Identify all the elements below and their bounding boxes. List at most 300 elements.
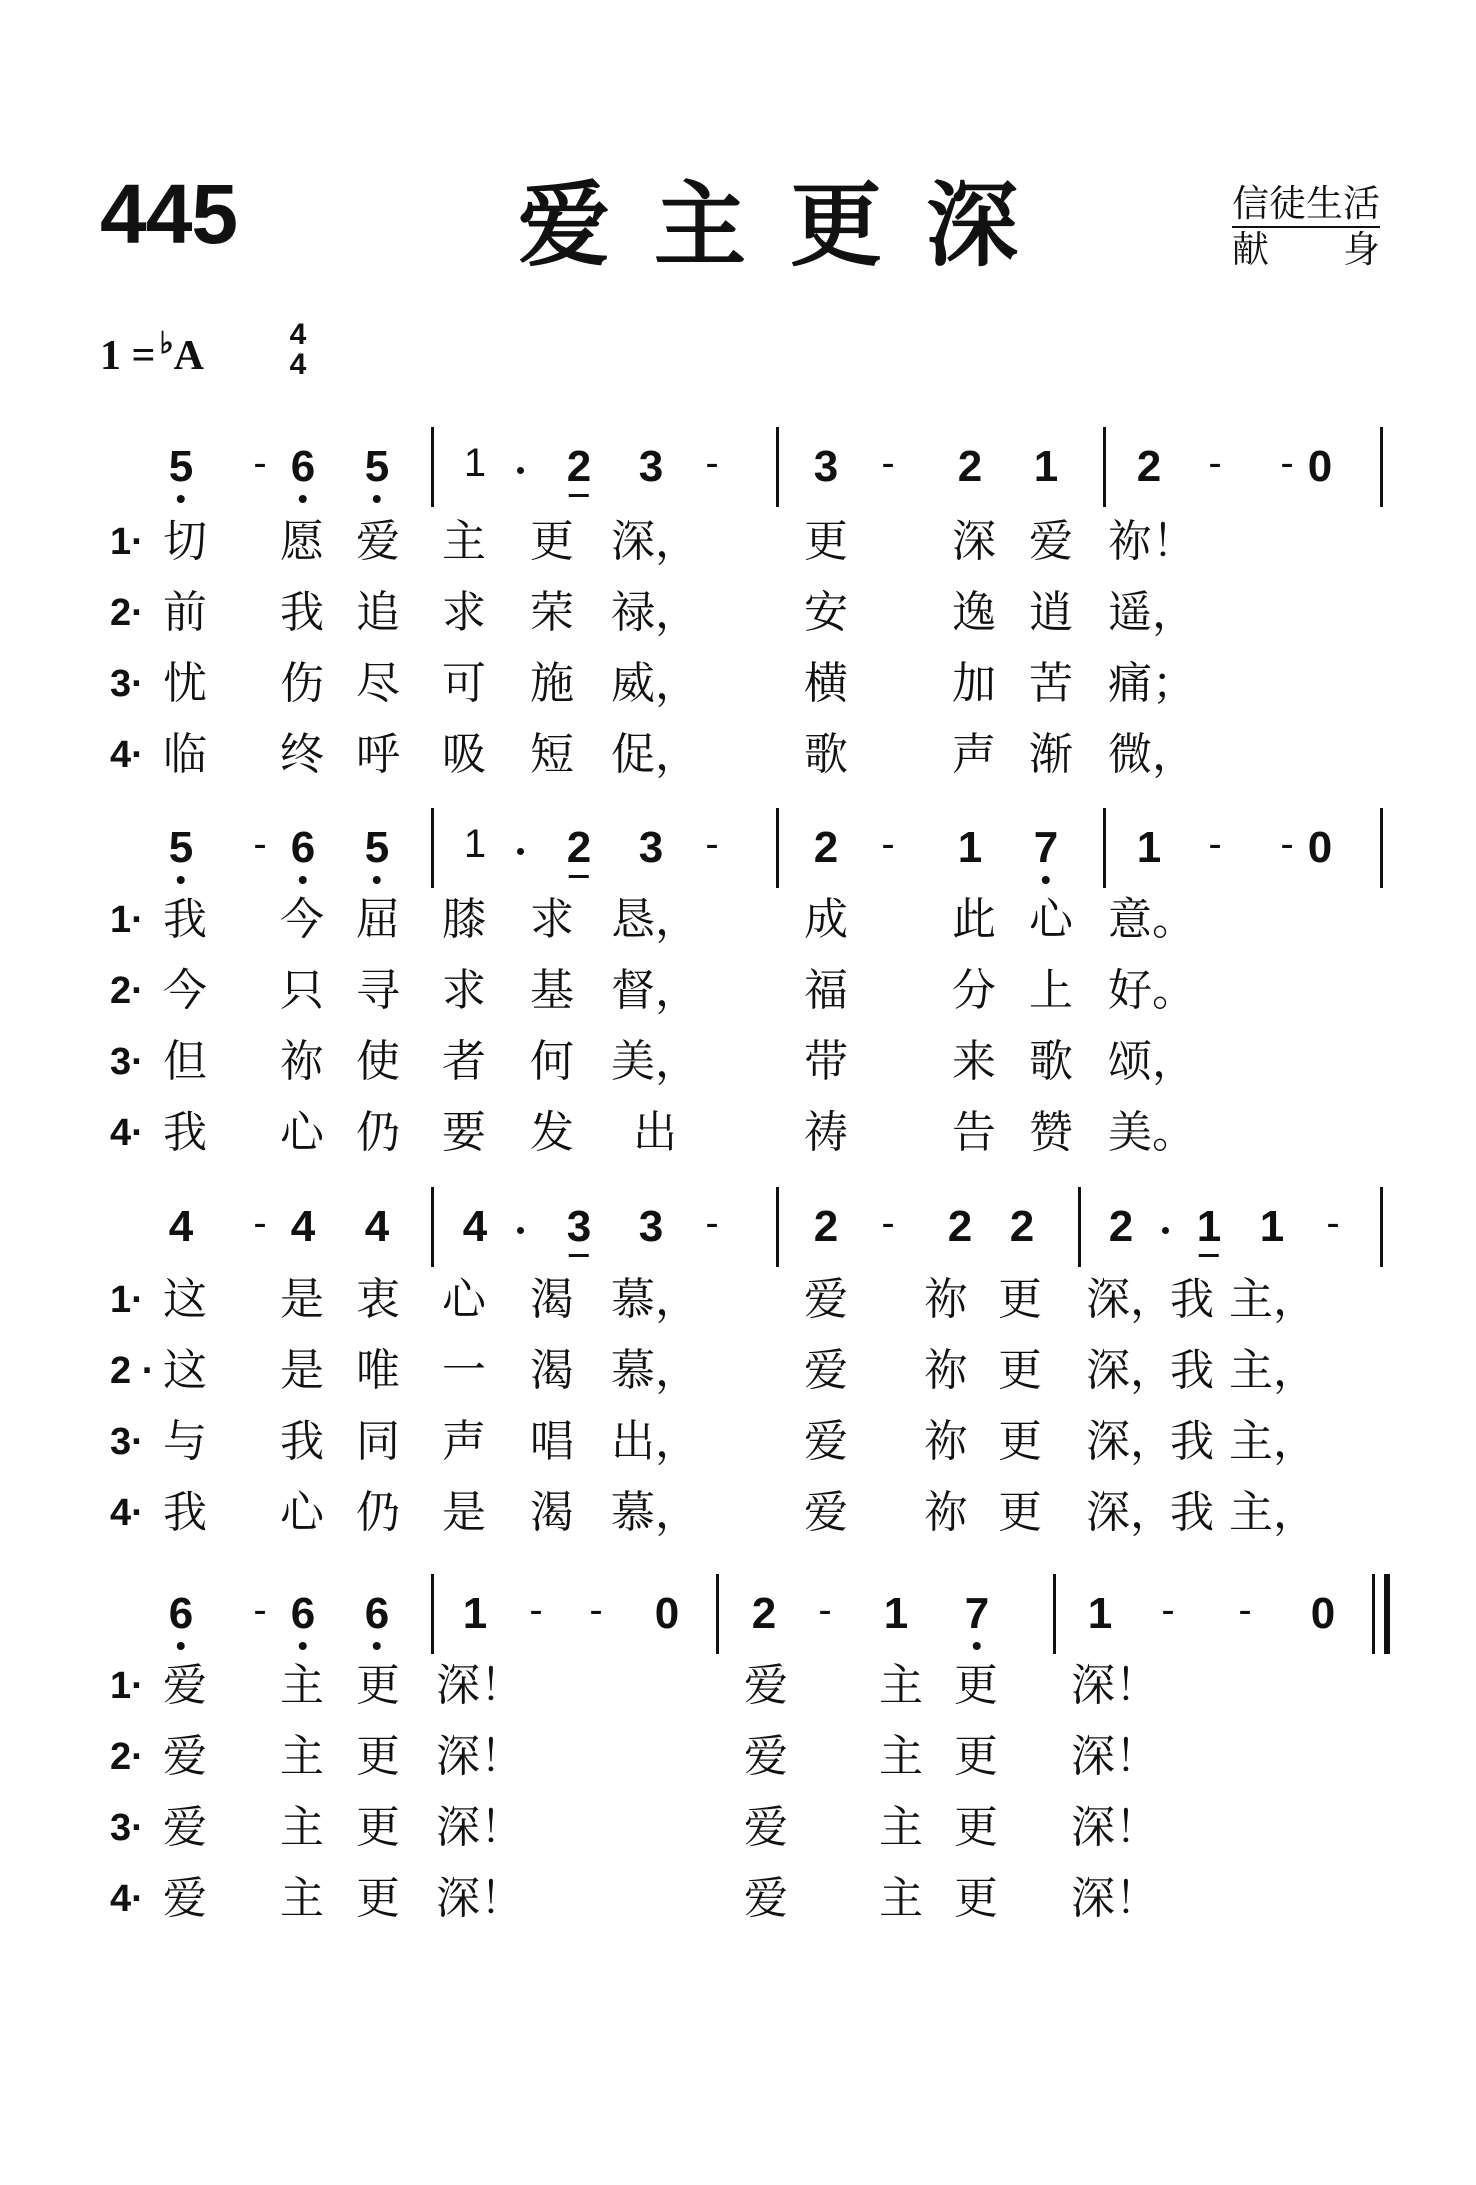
verse-number: 2 · bbox=[110, 1350, 155, 1392]
lyric-char: 基 bbox=[530, 965, 574, 1016]
underline-mark bbox=[569, 1254, 589, 1257]
lyric-char: 追 bbox=[356, 587, 400, 638]
lyric-char: 上 bbox=[1029, 965, 1073, 1016]
lyric-char: 促， bbox=[611, 729, 699, 780]
note bbox=[290, 1589, 316, 1638]
dash-mark: - bbox=[253, 441, 267, 485]
note bbox=[290, 1202, 316, 1251]
dash-mark: - bbox=[1280, 822, 1294, 866]
lyric-char: 荣 bbox=[530, 587, 574, 638]
note bbox=[1087, 1589, 1113, 1638]
lyric-char: 祢 bbox=[924, 1274, 968, 1325]
lyric-char: 爱 bbox=[804, 1345, 848, 1396]
note-digit: 2 bbox=[751, 1589, 777, 1638]
bar-line bbox=[1103, 808, 1106, 888]
lyric-char: 爱 bbox=[744, 1731, 788, 1782]
note-digit: 3 bbox=[638, 823, 664, 872]
lyric-char: 深！ bbox=[1071, 1731, 1159, 1782]
note-digit: 3 bbox=[638, 442, 664, 491]
lyric-char: 今 bbox=[163, 965, 207, 1016]
lyric-char: 爱 bbox=[744, 1660, 788, 1711]
lyric-char: 膝 bbox=[442, 894, 486, 945]
bar-line bbox=[1380, 1187, 1383, 1267]
lyric-char: 但 bbox=[163, 1036, 207, 1087]
lyric-char: 心 bbox=[280, 1107, 324, 1158]
lyric-char: 这 bbox=[163, 1274, 207, 1325]
lyric-char: 加 bbox=[952, 658, 996, 709]
lyric-char: 渴 bbox=[530, 1487, 574, 1538]
note-digit: 7 bbox=[964, 1589, 990, 1638]
final-bar-line bbox=[1384, 1574, 1390, 1654]
note-digit: 6 bbox=[168, 1589, 194, 1638]
lyric-char: 可 bbox=[442, 658, 486, 709]
lyric-char: 发 bbox=[530, 1107, 574, 1158]
lyric-char: 主 bbox=[280, 1802, 324, 1853]
lyric-char: 忧 bbox=[163, 658, 207, 709]
lyric-char: 深！ bbox=[436, 1873, 524, 1924]
note bbox=[566, 442, 592, 491]
lyric-char: 深！ bbox=[1071, 1873, 1159, 1924]
bar-line bbox=[776, 808, 779, 888]
lyric-char: 福 bbox=[804, 965, 848, 1016]
lyric-char: 我 bbox=[1170, 1416, 1214, 1467]
lyric-char: 前 bbox=[163, 587, 207, 638]
note bbox=[957, 823, 983, 872]
lyric-char: 更 bbox=[356, 1660, 400, 1711]
lyric-char: 渴 bbox=[530, 1274, 574, 1325]
note bbox=[168, 1202, 194, 1251]
lyric-char: 深， bbox=[1086, 1487, 1174, 1538]
lyric-char: 我 bbox=[280, 587, 324, 638]
lyric-char: 施 bbox=[530, 658, 574, 709]
dash-mark: - bbox=[881, 822, 895, 866]
note bbox=[364, 442, 390, 491]
lyric-char: 深！ bbox=[436, 1731, 524, 1782]
lyric-char: 深！ bbox=[436, 1660, 524, 1711]
lyric-char: 更 bbox=[954, 1873, 998, 1924]
low-octave-dot bbox=[373, 1642, 381, 1650]
lyric-char: 祷 bbox=[804, 1107, 848, 1158]
lyric-char: 意。 bbox=[1108, 894, 1196, 945]
note bbox=[1196, 1202, 1222, 1251]
note bbox=[1033, 823, 1059, 872]
lyric-char: 深， bbox=[611, 516, 699, 567]
note-digit: 6 bbox=[290, 1589, 316, 1638]
lyric-char: 更 bbox=[954, 1802, 998, 1853]
lyric-char: 渴 bbox=[530, 1345, 574, 1396]
lyric-char: 爱 bbox=[744, 1802, 788, 1853]
low-octave-dot bbox=[373, 495, 381, 503]
note-digit: 6 bbox=[290, 442, 316, 491]
lyric-char: 爱 bbox=[1029, 516, 1073, 567]
bar-line bbox=[1380, 808, 1383, 888]
key-signature bbox=[100, 327, 204, 379]
key-prefix: 1 = bbox=[100, 333, 156, 379]
note bbox=[751, 1589, 777, 1638]
note-digit: 2 bbox=[566, 823, 592, 872]
lyric-char: 爱 bbox=[804, 1487, 848, 1538]
lyric-char: 求 bbox=[442, 965, 486, 1016]
note-digit: 0 bbox=[1307, 823, 1333, 872]
note-digit: 1 bbox=[1196, 1202, 1222, 1251]
lyric-char: 更 bbox=[998, 1345, 1042, 1396]
lyric-char: 赞 bbox=[1029, 1107, 1073, 1158]
note-digit: 7 bbox=[1033, 823, 1059, 872]
dash-mark: 1 bbox=[463, 441, 487, 485]
note bbox=[364, 823, 390, 872]
lyric-char: 歌 bbox=[804, 729, 848, 780]
note bbox=[1259, 1202, 1285, 1251]
note bbox=[964, 1589, 990, 1638]
lyric-char: 深！ bbox=[1071, 1660, 1159, 1711]
hymn-title: 爱主更深 bbox=[518, 172, 1063, 279]
bar-line bbox=[1053, 1574, 1056, 1654]
lyric-char: 更 bbox=[954, 1660, 998, 1711]
lyric-char: 主， bbox=[1229, 1416, 1317, 1467]
lyric-char: 主 bbox=[879, 1660, 923, 1711]
lyric-char: 切 bbox=[163, 516, 207, 567]
note-digit: 0 bbox=[654, 1589, 680, 1638]
low-octave-dot bbox=[973, 1642, 981, 1650]
verse-number: 4· bbox=[110, 734, 144, 776]
note bbox=[638, 823, 664, 872]
note bbox=[364, 1589, 390, 1638]
lyric-char: 终 bbox=[280, 729, 324, 780]
verse-number: 4· bbox=[110, 1878, 144, 1920]
dash-mark: - bbox=[1326, 1201, 1340, 1245]
note-digit: 1 bbox=[883, 1589, 909, 1638]
lyric-char: 是 bbox=[442, 1487, 486, 1538]
lyric-char: 逍 bbox=[1029, 587, 1073, 638]
lyric-char: 深， bbox=[1086, 1274, 1174, 1325]
lyric-char: 爱 bbox=[804, 1416, 848, 1467]
dash-mark: - bbox=[529, 1588, 543, 1632]
lyric-char: 爱 bbox=[356, 516, 400, 567]
lyric-char: 者 bbox=[442, 1036, 486, 1087]
low-octave-dot bbox=[177, 876, 185, 884]
lyric-char: 主 bbox=[879, 1731, 923, 1782]
bar-line bbox=[716, 1574, 719, 1654]
note bbox=[1108, 1202, 1134, 1251]
augmentation-dot bbox=[1162, 1227, 1169, 1234]
note-digit: 2 bbox=[566, 442, 592, 491]
bar-line bbox=[776, 1187, 779, 1267]
note bbox=[1310, 1589, 1336, 1638]
note bbox=[364, 1202, 390, 1251]
lyric-char: 一 bbox=[442, 1345, 486, 1396]
augmentation-dot bbox=[517, 1227, 524, 1234]
lyric-char: 美。 bbox=[1108, 1107, 1196, 1158]
note-digit: 2 bbox=[1009, 1202, 1035, 1251]
lyric-char: 临 bbox=[163, 729, 207, 780]
note-digit: 2 bbox=[957, 442, 983, 491]
lyric-char: 声 bbox=[952, 729, 996, 780]
lyric-char: 只 bbox=[280, 965, 324, 1016]
note-digit: 5 bbox=[168, 442, 194, 491]
dash-mark: - bbox=[1208, 441, 1222, 485]
lyric-char: 带 bbox=[804, 1036, 848, 1087]
lyric-char: 求 bbox=[530, 894, 574, 945]
bar-line bbox=[1078, 1187, 1081, 1267]
flat-icon: ♭ bbox=[159, 327, 174, 360]
verse-number: 1· bbox=[110, 1279, 144, 1321]
low-octave-dot bbox=[299, 1642, 307, 1650]
note-digit: 0 bbox=[1310, 1589, 1336, 1638]
underline-mark bbox=[569, 494, 589, 497]
note-digit: 5 bbox=[168, 823, 194, 872]
dash-mark: - bbox=[589, 1588, 603, 1632]
lyric-char: 与 bbox=[163, 1416, 207, 1467]
subcategory-label bbox=[1232, 228, 1380, 272]
lyric-char: 心 bbox=[280, 1487, 324, 1538]
dash-mark: - bbox=[818, 1588, 832, 1632]
key-note: A bbox=[173, 333, 204, 379]
bar-line bbox=[431, 427, 434, 507]
note bbox=[638, 1202, 664, 1251]
lyric-char: 深， bbox=[1086, 1416, 1174, 1467]
lyric-char: 更 bbox=[804, 516, 848, 567]
verse-number: 2· bbox=[110, 970, 144, 1012]
lyric-char: 更 bbox=[954, 1731, 998, 1782]
verse-number: 3· bbox=[110, 1807, 144, 1849]
note-digit: 1 bbox=[1136, 823, 1162, 872]
verse-number: 3· bbox=[110, 1421, 144, 1463]
bar-line bbox=[431, 1574, 434, 1654]
note-digit: 4 bbox=[364, 1202, 390, 1251]
lyric-char: 吸 bbox=[442, 729, 486, 780]
note bbox=[1307, 823, 1333, 872]
lyric-char: 主 bbox=[879, 1873, 923, 1924]
note bbox=[168, 1589, 194, 1638]
lyric-char: 更 bbox=[356, 1873, 400, 1924]
note bbox=[1307, 442, 1333, 491]
low-octave-dot bbox=[1042, 876, 1050, 884]
bar-line bbox=[776, 427, 779, 507]
lyric-char: 我 bbox=[163, 894, 207, 945]
lyric-char: 爱 bbox=[163, 1731, 207, 1782]
note bbox=[813, 442, 839, 491]
lyric-char: 威， bbox=[611, 658, 699, 709]
lyric-char: 渐 bbox=[1029, 729, 1073, 780]
note-digit: 3 bbox=[638, 1202, 664, 1251]
note-digit: 1 bbox=[1259, 1202, 1285, 1251]
lyric-char: 我 bbox=[163, 1107, 207, 1158]
lyric-char: 主 bbox=[280, 1873, 324, 1924]
verse-number: 4· bbox=[110, 1492, 144, 1534]
lyric-char: 爱 bbox=[163, 1660, 207, 1711]
lyric-char: 是 bbox=[280, 1274, 324, 1325]
note-digit: 1 bbox=[462, 1589, 488, 1638]
dash-mark: - bbox=[881, 1201, 895, 1245]
lyric-char: 这 bbox=[163, 1345, 207, 1396]
note bbox=[1136, 442, 1162, 491]
lyric-char: 祢 bbox=[924, 1345, 968, 1396]
dash-mark: - bbox=[705, 1201, 719, 1245]
lyric-char: 遥， bbox=[1108, 587, 1196, 638]
note-digit: 2 bbox=[947, 1202, 973, 1251]
lyric-char: 祢！ bbox=[1108, 516, 1196, 567]
lyric-char: 唱 bbox=[530, 1416, 574, 1467]
lyric-char: 深， bbox=[1086, 1345, 1174, 1396]
note-digit: 2 bbox=[1108, 1202, 1134, 1251]
note-digit: 1 bbox=[957, 823, 983, 872]
note-digit: 5 bbox=[364, 823, 390, 872]
underline-mark bbox=[1199, 1254, 1219, 1257]
underline-mark bbox=[569, 875, 589, 878]
subcategory-char: 身 bbox=[1343, 228, 1380, 271]
low-octave-dot bbox=[373, 876, 381, 884]
note-digit: 5 bbox=[364, 442, 390, 491]
lyric-char: 主 bbox=[280, 1731, 324, 1782]
note bbox=[1033, 442, 1059, 491]
lyric-char: 来 bbox=[952, 1036, 996, 1087]
lyric-char: 爱 bbox=[163, 1873, 207, 1924]
dash-mark: - bbox=[1280, 441, 1294, 485]
lyric-char: 更 bbox=[998, 1487, 1042, 1538]
lyric-char: 逸 bbox=[952, 587, 996, 638]
dash-mark: - bbox=[705, 822, 719, 866]
augmentation-dot bbox=[517, 467, 524, 474]
lyric-char: 仍 bbox=[356, 1487, 400, 1538]
dash-mark: - bbox=[881, 441, 895, 485]
note bbox=[168, 442, 194, 491]
lyric-char: 心 bbox=[1029, 894, 1073, 945]
lyric-char: 我 bbox=[163, 1487, 207, 1538]
lyric-char: 痛； bbox=[1108, 658, 1196, 709]
lyric-char: 出 bbox=[633, 1107, 677, 1158]
lyric-char: 我 bbox=[1170, 1274, 1214, 1325]
subcategory-char: 献 bbox=[1232, 228, 1269, 271]
bar-line bbox=[431, 1187, 434, 1267]
time-signature-top: 4 bbox=[289, 318, 307, 351]
lyric-char: 出， bbox=[611, 1416, 699, 1467]
lyric-char: 更 bbox=[356, 1731, 400, 1782]
lyric-char: 仍 bbox=[356, 1107, 400, 1158]
dash-mark: - bbox=[253, 1201, 267, 1245]
lyric-char: 衷 bbox=[356, 1274, 400, 1325]
lyric-char: 伤 bbox=[280, 658, 324, 709]
note-digit: 4 bbox=[462, 1202, 488, 1251]
lyric-char: 横 bbox=[804, 658, 848, 709]
dash-mark: - bbox=[1161, 1588, 1175, 1632]
lyric-char: 慕， bbox=[611, 1274, 699, 1325]
lyric-char: 声 bbox=[442, 1416, 486, 1467]
note-digit: 3 bbox=[566, 1202, 592, 1251]
lyric-char: 此 bbox=[952, 894, 996, 945]
note bbox=[813, 1202, 839, 1251]
category-label: 信徒生活 bbox=[1232, 182, 1380, 228]
note bbox=[957, 442, 983, 491]
low-octave-dot bbox=[177, 1642, 185, 1650]
note-digit: 4 bbox=[168, 1202, 194, 1251]
lyric-char: 更 bbox=[998, 1416, 1042, 1467]
time-signature bbox=[283, 320, 313, 380]
lyric-char: 歌 bbox=[1029, 1036, 1073, 1087]
lyric-char: 何 bbox=[530, 1036, 574, 1087]
note bbox=[462, 1202, 488, 1251]
bar-line bbox=[1380, 427, 1383, 507]
lyric-char: 今 bbox=[280, 894, 324, 945]
bar-line bbox=[1372, 1574, 1375, 1654]
lyric-char: 主 bbox=[442, 516, 486, 567]
note-digit: 6 bbox=[290, 823, 316, 872]
note bbox=[883, 1589, 909, 1638]
verse-number: 1· bbox=[110, 899, 144, 941]
lyric-char: 祢 bbox=[280, 1036, 324, 1087]
lyric-char: 使 bbox=[356, 1036, 400, 1087]
lyric-char: 短 bbox=[530, 729, 574, 780]
dash-mark: - bbox=[253, 1588, 267, 1632]
lyric-char: 主， bbox=[1229, 1274, 1317, 1325]
note-digit: 2 bbox=[813, 823, 839, 872]
low-octave-dot bbox=[299, 495, 307, 503]
note bbox=[638, 442, 664, 491]
lyric-char: 主 bbox=[280, 1660, 324, 1711]
note-digit: 1 bbox=[1087, 1589, 1113, 1638]
note bbox=[1136, 823, 1162, 872]
verse-number: 1· bbox=[110, 1665, 144, 1707]
lyric-char: 我 bbox=[1170, 1345, 1214, 1396]
hymn-category bbox=[1232, 182, 1380, 272]
lyric-char: 更 bbox=[530, 516, 574, 567]
lyric-char: 主， bbox=[1229, 1487, 1317, 1538]
lyric-char: 是 bbox=[280, 1345, 324, 1396]
lyric-char: 督， bbox=[611, 965, 699, 1016]
dash-mark: - bbox=[705, 441, 719, 485]
lyric-char: 主， bbox=[1229, 1345, 1317, 1396]
note bbox=[813, 823, 839, 872]
lyric-char: 更 bbox=[998, 1274, 1042, 1325]
verse-number: 2· bbox=[110, 592, 144, 634]
lyric-char: 好。 bbox=[1108, 965, 1196, 1016]
lyric-char: 颂， bbox=[1108, 1036, 1196, 1087]
lyric-char: 深！ bbox=[436, 1802, 524, 1853]
lyric-char: 主 bbox=[879, 1802, 923, 1853]
note-digit: 4 bbox=[290, 1202, 316, 1251]
note-digit: 2 bbox=[1136, 442, 1162, 491]
lyric-char: 祢 bbox=[924, 1487, 968, 1538]
verse-number: 3· bbox=[110, 663, 144, 705]
note bbox=[947, 1202, 973, 1251]
note bbox=[290, 442, 316, 491]
lyric-char: 分 bbox=[952, 965, 996, 1016]
note bbox=[290, 823, 316, 872]
note bbox=[566, 1202, 592, 1251]
bar-line bbox=[431, 808, 434, 888]
lyric-char: 心 bbox=[442, 1274, 486, 1325]
lyric-char: 祢 bbox=[924, 1416, 968, 1467]
lyric-char: 我 bbox=[1170, 1487, 1214, 1538]
verse-number: 1· bbox=[110, 521, 144, 563]
lyric-char: 爱 bbox=[163, 1802, 207, 1853]
lyric-char: 屈 bbox=[356, 894, 400, 945]
verse-number: 2· bbox=[110, 1736, 144, 1778]
lyric-char: 要 bbox=[442, 1107, 486, 1158]
note bbox=[462, 1589, 488, 1638]
note bbox=[1009, 1202, 1035, 1251]
lyric-char: 慕， bbox=[611, 1345, 699, 1396]
lyric-char: 安 bbox=[804, 587, 848, 638]
note-digit: 0 bbox=[1307, 442, 1333, 491]
low-octave-dot bbox=[177, 495, 185, 503]
lyric-char: 苦 bbox=[1029, 658, 1073, 709]
lyric-char: 深 bbox=[952, 516, 996, 567]
note bbox=[566, 823, 592, 872]
dash-mark: - bbox=[253, 822, 267, 866]
note-digit: 3 bbox=[813, 442, 839, 491]
lyric-char: 爱 bbox=[744, 1873, 788, 1924]
verse-number: 3· bbox=[110, 1041, 144, 1083]
